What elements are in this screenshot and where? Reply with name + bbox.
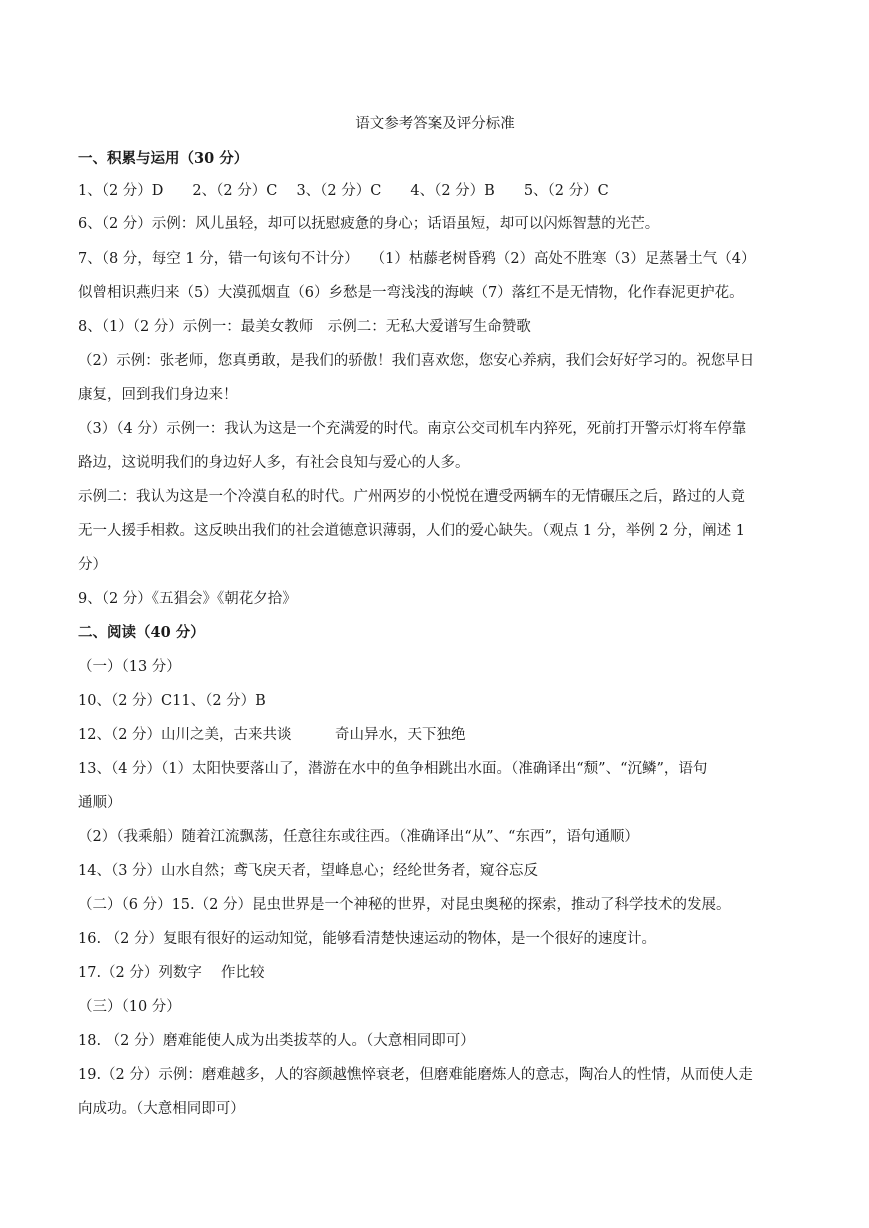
answer-line: 16. （2 分）复眼有很好的运动知觉，能够看清楚快速运动的物体，是一个很好的速度计。 [78,931,656,947]
document-title: 语文参考答案及评分标准 [355,116,515,132]
answer-line: 示例二：我认为这是一个冷漠自私的时代。广州两岁的小悦悦在遭受两辆车的无情碾压之后，路过的人竟 [78,489,745,505]
answer-line: 13、（4 分）（1）太阳快要落山了，潜游在水中的鱼争相跳出水面。（准确译出“颓”、“沉鳞”，语句 [78,761,708,777]
answer-line: 18. （2 分）磨难能使人成为出类拔萃的人。（大意相同即可） [78,1033,475,1049]
answer-line: 8、（1）（2 分）示例一：最美女教师 示例二：无私大爱谱写生命赞歌 [78,319,531,335]
answer-line: 6、（2 分）示例：风儿虽轻，却可以抚慰疲惫的身心；话语虽短，却可以闪烁智慧的光芒。 [78,216,660,232]
answer-line: 12、（2 分）山川之美，古来共谈 奇山异水，天下独绝 [78,727,466,743]
answer-line: 分） [78,557,107,573]
answer-line: （2）示例：张老师，您真勇敢，是我们的骄傲！我们喜欢您，您安心养病，我们会好好学习的。祝您早日 [78,353,755,369]
answer-line: 19.（2 分）示例：磨难越多，人的容颜越憔悴衰老，但磨难能磨炼人的意志，陶冶人的性情，从而使人走 [78,1067,753,1083]
answer-line: 1、（2 分）D 2、（2 分）C 3、（2 分）C 4、（2 分）B 5、（2 分）C [78,183,609,199]
answer-line: （一）（13 分） [78,659,181,675]
answer-line: 无一人援手相救。这反映出我们的社会道德意识薄弱，人们的爱心缺失。（观点 1 分，举例 2 分，阐述 1 [78,523,745,539]
answer-line: （3）（4 分）示例一：我认为这是一个充满爱的时代。南京公交司机车内猝死，死前打开警示灯将车停靠 [78,421,747,437]
answer-line: 路边，这说明我们的身边好人多，有社会良知与爱心的人多。 [78,455,470,471]
answer-line: 向成功。（大意相同即可） [78,1101,245,1117]
answer-line: 似曾相识燕归来（5）大漠孤烟直（6）乡愁是一弯浅浅的海峡（7）落红不是无情物，化作春泥更护花。 [78,285,744,301]
answer-line: （三）（10 分） [78,999,181,1015]
answer-line: 通顺） [78,795,122,811]
section-heading: 二、阅读（40 分） [78,624,205,641]
answer-line: 康复，回到我们身边来！ [78,387,238,403]
answer-line: 14、（3 分）山水自然；鸢飞戾天者，望峰息心；经纶世务者，窥谷忘反 [78,863,539,879]
section-heading: 一、积累与运用（30 分） [78,150,249,167]
answer-line: 7、（8 分，每空 1 分，错一句该句不计分） （1）枯藤老树昏鸦（2）高处不胜寒（3）足蒸暑土气（4） [78,251,756,267]
answer-line: （2）（我乘船）随着江流飘荡，任意往东或往西。（准确译出“从”、“东西”，语句通顺） [78,829,639,845]
answer-line: 9、（2 分）《五猖会》《朝花夕拾》 [78,591,297,607]
answer-line: （二）（6 分）15.（2 分）昆虫世界是一个神秘的世界，对昆虫奥秘的探索，推动了科学技术的发展。 [78,897,731,913]
answer-line: 17.（2 分）列数字 作比较 [78,965,265,981]
answer-line: 10、（2 分）C11、（2 分）B [78,693,266,709]
